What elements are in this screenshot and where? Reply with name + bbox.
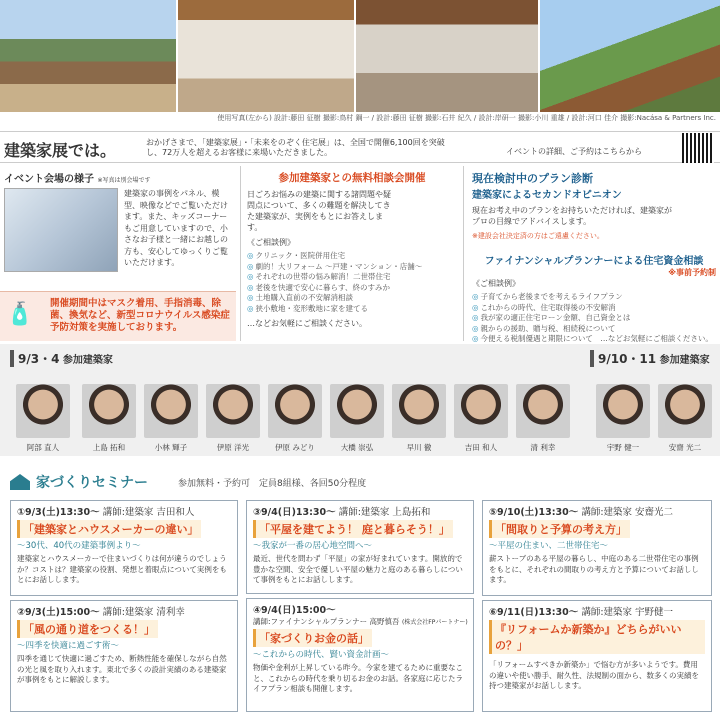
second-title-2: 建築家によるセカンドオピニオン bbox=[472, 190, 622, 201]
intro-message: おかげさまで、「建築家展」・「未来をのぞく住宅展」は、全国で開催6,100回を突破し、72万人を超えるお客様に来場いただきました。 bbox=[146, 138, 445, 157]
list-item: ◎ 狭小敷地・変形敷地に家を建てる bbox=[247, 304, 457, 315]
event-text: 建築家の事例をパネル、模型、映像などでご覧いただけます。また、キッズコーナーもご用意していますので、小さなお子様と一緒にお越しの方も、安心してゆっくりご覧いただけます。 bbox=[124, 189, 228, 267]
event-title: イベント会場の様子 bbox=[4, 174, 94, 185]
architect-photo bbox=[658, 384, 712, 438]
consult-examples-label: 《ご相談例》 bbox=[247, 238, 295, 247]
second-title-1: 現在検討中のプラン診断 bbox=[472, 172, 593, 185]
architect-name: 伊原 洋光 bbox=[216, 443, 250, 452]
architect-name: 安齋 光二 bbox=[668, 443, 702, 452]
photo-strip bbox=[0, 0, 720, 112]
reserve-note: ※事前予約制 bbox=[668, 268, 716, 277]
photo-4 bbox=[540, 0, 720, 112]
list-item: ◎ 親からの援助、贈与税、相続税について bbox=[472, 324, 716, 335]
architect-name: 小林 輝子 bbox=[154, 443, 188, 452]
seminar-card-1: ①9/3(土)13:30～ 講師:建築家 吉田和人 「建築家とハウスメーカーの違い」 ～30代、40代の建築事例より～ 建築家とハウスメーカーで住まいづくりは何が違うのでしょうか？コストは？建築家の役割、発想と着眼点について実例をもとにお話しします。 bbox=[10, 500, 238, 596]
list-item: ◎ 子育てから老後までを考えるライフプラン bbox=[472, 292, 716, 303]
intro-band bbox=[0, 131, 720, 163]
consult-text: 日ごろお悩みの建築に関する諸問題や疑問点について、多くの難題を解決してきた建築家が、実例をもとにお答えします。 bbox=[247, 190, 391, 232]
architect-name: 早川 徹 bbox=[406, 443, 432, 452]
consult-section bbox=[240, 166, 464, 341]
consult-list bbox=[247, 251, 457, 314]
architect-name: 伊原 みどり bbox=[275, 443, 315, 452]
list-item: ◎ 今便える税制優遇と期限について …などお気軽にご相談ください。 bbox=[472, 334, 716, 345]
architect-name: 宇野 健一 bbox=[606, 443, 640, 452]
architect-photo bbox=[516, 384, 570, 438]
list-item: ◎ 我が家の適正住宅ローン金額、自己資金とは bbox=[472, 313, 716, 324]
architect-photo bbox=[16, 384, 70, 438]
architect-photo bbox=[392, 384, 446, 438]
seminar-title: 家づくりセミナー bbox=[36, 475, 148, 491]
second-text: 現在お考え中のプランをお持ちいただければ、建築家がプロの目線でアドバイスします。 bbox=[472, 206, 672, 226]
photo-credit: 使用写真(左から) 設計:藤田 征樹 撮影:鳥村 鋼一 / 設計:藤田 征樹 撮影:石井 紀久 / 設計:岸研一 撮影:小川 重雄 / 設計:河口 佳介 撮影:Nacása & Partners Inc. bbox=[217, 114, 716, 122]
architect-photo bbox=[82, 384, 136, 438]
architect-name: 大橋 崇弘 bbox=[340, 443, 374, 452]
seminar-header bbox=[4, 472, 716, 494]
fp-list bbox=[472, 292, 716, 345]
alert-text: 開催期間中はマスク着用、手指消毒、除菌、換気など、新型コロナウイルス感染症予防対策を実施しております。 bbox=[50, 298, 230, 333]
architect-photo bbox=[268, 384, 322, 438]
seminar-card-4: ④9/4(日)15:00～ 講師:ファイナンシャルプランナー 高野慎吾 (株式会社FPパートナー) 「家づくりお金の話」 ～これからの時代、賢い資金計画～ 物価や金利が上昇している昨今。今家を建てるために重要なこと、これからの時代を乗り切るお金のお話。各家庭に応じたライフプラン相談も開催します。 bbox=[246, 598, 474, 712]
list-item: ◎ これからの時代、住宅取得後の不安解消 bbox=[472, 303, 716, 314]
architect-photo bbox=[454, 384, 508, 438]
architect-name: 上島 拓和 bbox=[92, 443, 126, 452]
day2-heading: 9/10・11 参加建築家 bbox=[590, 350, 710, 367]
architect-photo bbox=[330, 384, 384, 438]
day1-heading: 9/3・4 参加建築家 bbox=[10, 350, 113, 367]
photo-3 bbox=[356, 0, 538, 112]
intro-title: 建築家展では。 bbox=[4, 141, 117, 160]
architect-name: 阿部 直人 bbox=[26, 443, 60, 452]
consult-footer: …などお気軽にご相談ください。 bbox=[247, 319, 367, 328]
list-item: ◎ クリニック・医院併用住宅 bbox=[247, 251, 457, 262]
event-photo bbox=[4, 188, 118, 272]
fp-examples-label: 《ご相談例》 bbox=[472, 279, 520, 288]
seminar-card-3: ③9/4(日)13:30～ 講師:建築家 上島拓和 「平屋を建てよう！ 庭と暮らそう！」 ～我家が一番の居心地空間へ～ 最近、世代を問わず「平屋」の家が好まれています。開放的で豊かな空間、安全で優しい平屋の魅力と庭のある暮らしについて事例をもとにお話しします。 bbox=[246, 500, 474, 594]
architect-name: 清 利幸 bbox=[530, 443, 556, 452]
house-icon bbox=[10, 474, 30, 490]
seminar-card-2: ②9/3(土)15:00～ 講師:建築家 清利幸 「風の通り道をつくる！」 ～四季を快適に過ごす術～ 四季を通じて快適に過ごすため、断熱性能を確保しながら自然の光と風を取り入れます。東北で多くの設計実績のある建築家が事例をもとに解説します。 bbox=[10, 600, 238, 712]
seminar-sub: 参加無料・予約可 定員8組様、各回50分程度 bbox=[178, 479, 367, 489]
photo-1 bbox=[0, 0, 176, 112]
photo-2 bbox=[178, 0, 354, 112]
list-item: ◎ それぞれの世帯の悩み解消！二世帯住宅 bbox=[247, 272, 457, 283]
details-link[interactable]: イベントの詳細、ご予約はこちらから bbox=[506, 147, 642, 156]
architects-section bbox=[0, 344, 720, 456]
architect-name: 吉田 和人 bbox=[464, 443, 498, 452]
architect-photo bbox=[206, 384, 260, 438]
hand-sanitize-icon: 🧴 bbox=[6, 302, 34, 327]
seminar-card-6: ⑥9/11(日)13:30～ 講師:建築家 宇野健一 『リフォームか新築か』どちらがいいの？」 「リフォームすべきか新築か」で悩む方が多いようです。費用の違いや使い勝手、耐久性、法規制の面から、数多くの実績を持つ建築家がお話しします。 bbox=[482, 600, 712, 712]
qr-code-icon[interactable] bbox=[682, 133, 714, 163]
architect-photo bbox=[144, 384, 198, 438]
list-item: ◎ 老後を快適で安心に暮らす、終のすみか bbox=[247, 283, 457, 294]
consult-title: 参加建築家との無料相談会開催 bbox=[278, 172, 426, 184]
covid-alert bbox=[0, 291, 236, 341]
second-note: ※建設会社決定済の方はご遠慮ください。 bbox=[472, 232, 604, 240]
event-section bbox=[0, 166, 236, 341]
second-opinion-section bbox=[468, 166, 720, 341]
list-item: ◎ 土地購入直前の不安解消相談 bbox=[247, 293, 457, 304]
fp-title: ファイナンシャルプランナーによる住宅資金相談 bbox=[484, 256, 704, 267]
event-photo-note: ※写真は別会場です bbox=[97, 177, 151, 184]
architect-photo bbox=[596, 384, 650, 438]
list-item: ◎ 劇的！大リフォーム ～戸建・マンション・店舗～ bbox=[247, 262, 457, 273]
seminar-card-5: ⑤9/10(土)13:30～ 講師:建築家 安齋光二 「間取りと予算の考え方」 ～平屋の住まい、二世帯住宅～ 薪ストーブのある平屋の暮らし、中庭のある二世帯住宅の事例をもとに、それぞれの間取りの考え方と予算についてお話しします。 bbox=[482, 500, 712, 596]
